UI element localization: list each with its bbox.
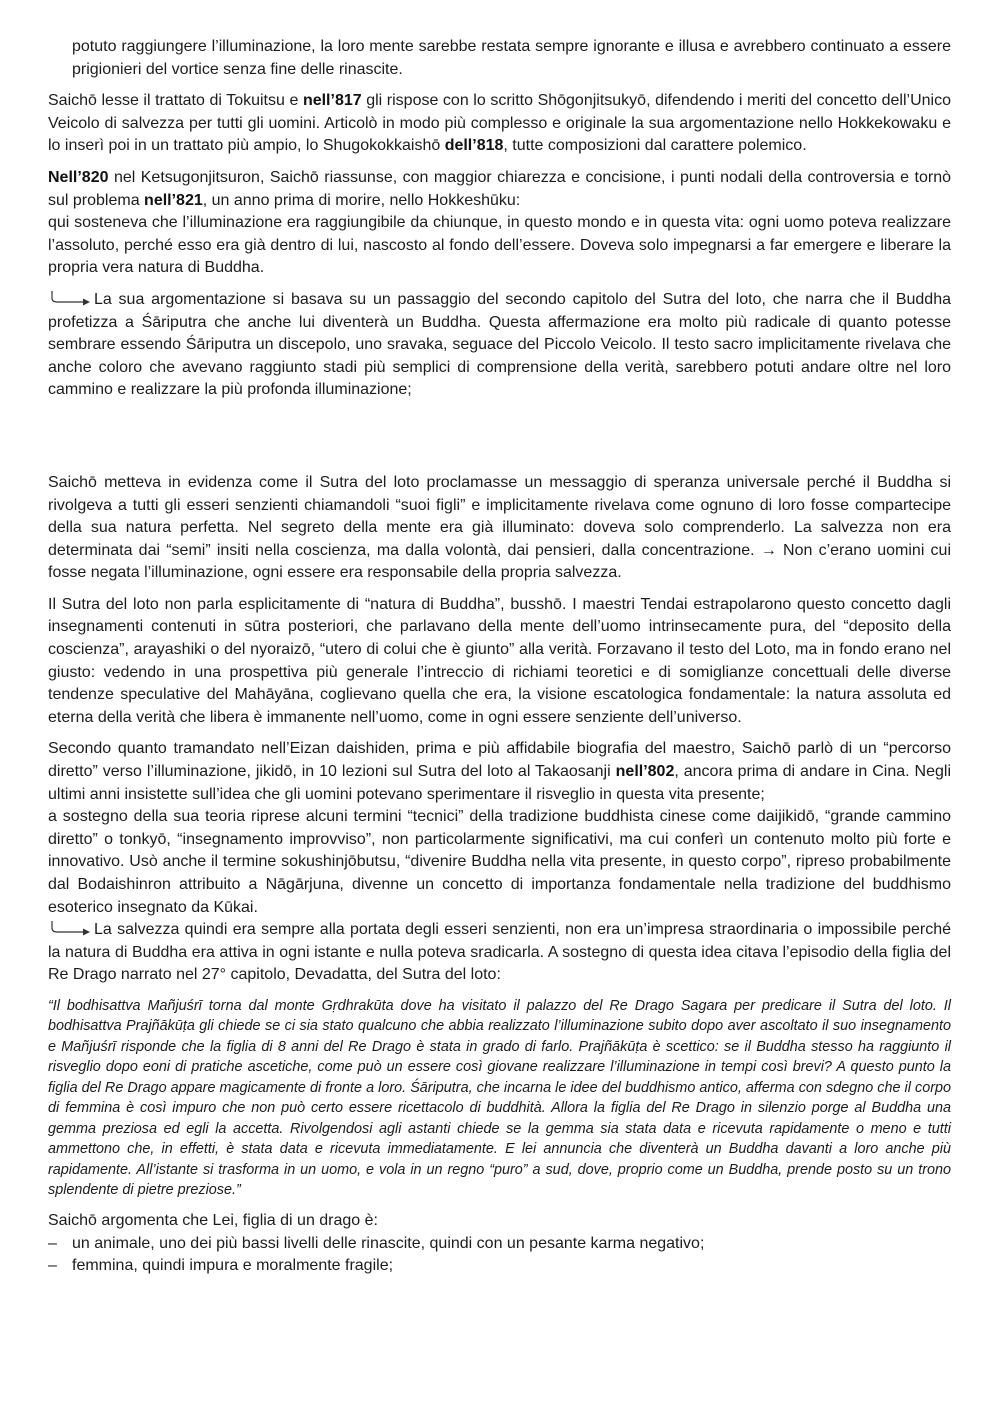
- curved-arrow-icon: [48, 920, 92, 936]
- list-dash: –: [48, 1234, 57, 1252]
- text-run: nel Ketsugonjitsuron, Saichō riassunse, con maggior chiarezza e concisione, i punti nodali della controversia e tornò sul problema: [48, 168, 951, 209]
- text-run: , ancora prima di andare in Cina. Negli ultimi anni insistette sull’idea che gli uomini potevano sperimentare il risveglio in questa vita presente;: [48, 763, 952, 803]
- right-arrow-icon: →: [760, 541, 777, 559]
- paragraph-saicho-argument: Saichō argomenta che Lei, figlia di un drago è:: [48, 1211, 378, 1229]
- paragraph-eizan-daishiden: [48, 738, 951, 806]
- text-run: La sua argomentazione si basava su un passaggio del secondo capitolo del Sutra del loto, che narra che il Buddha profetizza a Śāriputra che anche lui diventerà un Buddha. Questa affermazione era molto più radicale di quanto potesse sembrare essendo Śāriputra un discepolo, uno sravaka, seguace del Piccolo Veicolo. Il testo sacro implicitamente rivelava che anche coloro che avevano raggiunto stadi più semplici di comprensione della verità, sarebbero potuti andare oltre nel loro cammino e realizzare la più profonda illuminazione;: [48, 290, 951, 399]
- list-dash: –: [48, 1257, 57, 1275]
- text-run: La salvezza quindi era sempre alla portata degli esseri senzienti, non era un’impresa straordinaria o impossibile perché la natura di Buddha era attiva in ogni istante e nulla poteva sradicarla. A sostegno di questa idea citava l’episodio della figlia del Re Drago narrato nel 27° capitolo, Devadatta, del Sutra del loto:: [48, 921, 951, 984]
- paragraph-lotus-argument: [48, 289, 951, 402]
- paragraph-buddha-nature: Il Sutra del loto non parla esplicitamente di “natura di Buddha”, busshō. I maestri Tendai estrapolarono questo concetto dagli insegnamenti contenuti in sūtra posteriori, che parlavano della mente dell’uomo intrinsecamente pura, del “deposito della coscienza”, arayashiki o del nyoraizō, “utero di colui che è giunto” alla verità. Forzavano il testo del Loto, ma in fondo erano nel giusto: vedendo in una prospettiva più generale l’intreccio di richiami teoretici e di somiglianze concettuali delle diverse tendenze speculative del Mahāyāna, coglievano quella che era, la visione escatologica fondamentale: la natura assoluta ed eterna della verità che libera è immanente nell’uomo, come in ogni essere senziente dell’universo.: [48, 595, 951, 726]
- year-802: nell’802: [615, 763, 675, 781]
- text-run: gli rispose con lo scritto Shōgonjitsukyō, difendendo i meriti del concetto dell’Unico Veicolo di salvezza per tutti gli uomini. Articolò in modo più complesso e originale la sua argomentazione nello Hokkekowaku e lo inserì poi in un trattato più ampio, lo Shugokokkaishō: [48, 92, 951, 155]
- paragraph-ketsugonjitsuron: [48, 167, 951, 212]
- text-run: Non c’erano uomini cui fosse negata l’illuminazione, ogni essere era responsabile della propria salvezza.: [48, 541, 952, 582]
- text-run: Saichō lesse il trattato di Tokuitsu e: [48, 92, 303, 110]
- text-run: , tutte composizioni dal carattere polemico.: [503, 137, 807, 155]
- paragraph-technical-terms: a sostegno della sua teoria riprese alcuni termini “tecnici” della tradizione buddhista cinese come daijikidō, “grande cammino diretto” o tonkyō, “insegnamento improvviso”, non particolarmente significativi, ma cui conferì un contenuto molto più forte e innovativo. Usò anche il termine sokushinjōbutsu, “divenire Buddha nella vita presente, in questo corpo”, ripreso probabilmente dal Bodaishinron attribuito a Nāgārjuna, divenne un concetto di importanza fondamentale nella tradizione del buddhismo esoterico insegnato da Kūkai.: [48, 808, 951, 916]
- text-run: Secondo quanto tramandato nell’Eizan daishiden, prima e più affidabile biografia del maestro, Saichō parlò di un “percorso diretto” verso l’illuminazione, jikidō, in 10 lezioni sul Sutra del loto al Takaosanji: [48, 740, 951, 781]
- paragraph-continuation: potuto raggiungere l’illuminazione, la loro mente sarebbe restata sempre ignorante e illusa e avrebbero continuato a essere prigionieri del vortice senza fine delle rinascite.: [72, 38, 951, 78]
- list-item-text: un animale, uno dei più bassi livelli delle rinascite, quindi con un pesante karma negativo;: [72, 1234, 705, 1252]
- curved-arrow-icon: [48, 290, 92, 306]
- paragraph-hokkeshuku-thesis: qui sosteneva che l’illuminazione era raggiungibile da chiunque, in questo mondo e in questa vita: ogni uomo poteva realizzare l’assoluto, perché esso era già dentro di lui, nascosto al fondo dell’essere. Doveva solo impegnarsi a far emergere e liberare la propria vera natura di Buddha.: [48, 214, 951, 277]
- year-821: nell’821: [144, 191, 203, 209]
- paragraph-tokuitsu-reply: [48, 90, 951, 158]
- text-run: Saichō metteva in evidenza come il Sutra del loto proclamasse un messaggio di speranza universale perché il Buddha si rivolgeva a tutti gli esseri senzienti chiamandoli “suoi figli” e implicitamente rivelava come ognuno di loro fosse compartecipe della sua natura perfetta. Nel segreto della mente era già illuminato: doveva solo comprenderlo. La salvezza non era determinata dai “semi” insiti nella coscienza, ma dalla volontà, dai pensieri, dalla concentrazione.: [48, 473, 951, 559]
- year-820: Nell’820: [48, 168, 109, 186]
- year-818: dell’818: [444, 137, 504, 155]
- list-item: [48, 1233, 951, 1256]
- paragraph-universal-hope: [48, 472, 951, 585]
- text-run: , un anno prima di morire, nello Hokkeshūku:: [202, 191, 521, 209]
- paragraph-salvation: [48, 919, 951, 987]
- blank-space: [48, 411, 951, 472]
- document-page: [48, 36, 951, 1278]
- dash-list: [48, 1233, 951, 1278]
- list-item: [48, 1255, 951, 1278]
- quote-dragon-king-daughter: “Il bodhisattva Mañjuśrī torna dal monte Gṛdhrakūta dove ha visitato il palazzo del Re Drago Sagara per predicare il Sutra del loto. Il bodhisattva Prajñākūṭa gli chiede se ci sia stato qualcuno che abbia realizzato l’illuminazione subito dopo aver ascoltato il suo insegnamento e Mañjuśrī risponde che la figlia di 8 anni del Re Drago è stata in grado di farlo. Prajñākūṭa è scettico: se il Buddha stesso ha raggiunto il risveglio dopo eoni di pratiche ascetiche, come può un essere così giovane realizzare l’illuminazione in tempi così brevi? A questo punto la figlia del Re Drago appare magicamente di fronte a loro. Śāriputra, che incarna le idee del buddhismo antico, afferma con sdegno che il corpo di femmina è così impuro che non può certo essere ricettacolo di buddhità. Allora la figlia del Re Drago in silenzio porge al Buddha una gemma preziosa ed egli la accetta. Rivolgendosi agli astanti chiede se la gemma sia stata data e ricevuta rapidamente o meno e tutti ammettono che, in effetti, è stata data e ricevuta immediatamente. E lei annuncia che diventerà un Buddha davanti a loro anche più rapidamente. All’istante si trasforma in un uomo, e vola in un regno “puro” a sud, dove, proprio come un Buddha, prende posto su un trono splendente di pietre preziose.”: [48, 997, 951, 1199]
- year-817: nell’817: [302, 92, 362, 110]
- list-item-text: femmina, quindi impura e moralmente fragile;: [72, 1257, 394, 1275]
